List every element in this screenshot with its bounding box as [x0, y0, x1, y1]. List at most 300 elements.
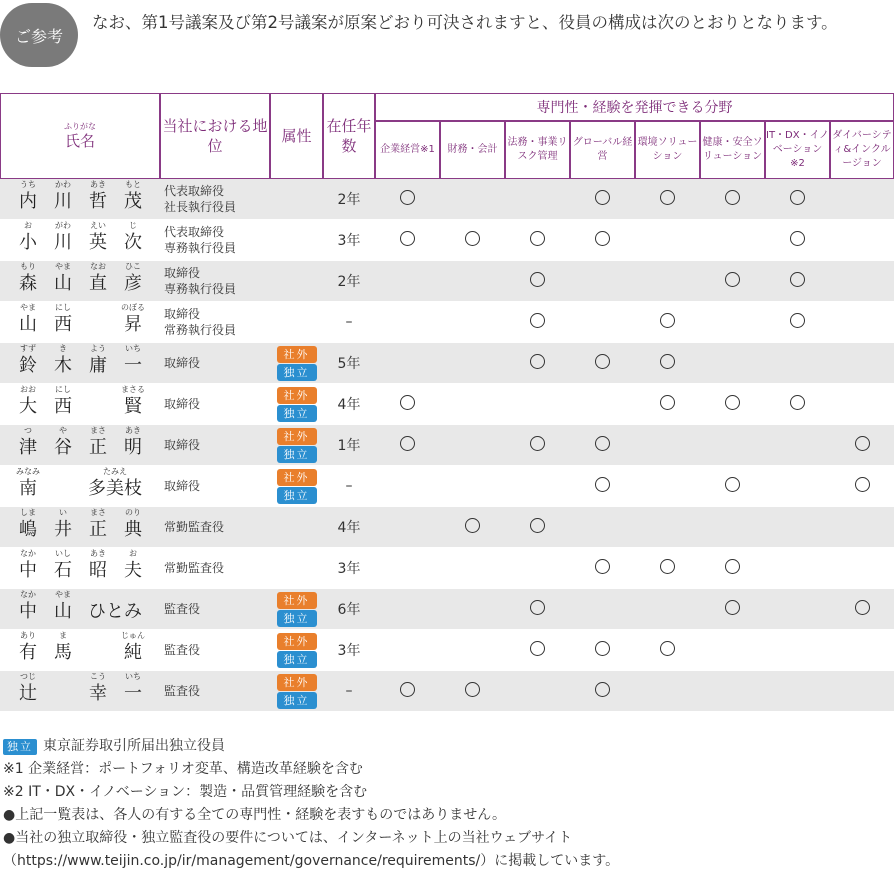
table-row [0, 384, 894, 425]
expertise-cell [505, 507, 570, 548]
officer-position: 取締役 [160, 384, 270, 425]
name-kanji: 純 [124, 642, 142, 663]
name-kanji: 中 [19, 601, 37, 622]
name-char [10, 179, 46, 213]
officer-position: 取締役 [160, 425, 270, 466]
circle-mark-icon [530, 518, 545, 533]
name-char [80, 507, 116, 541]
expertise-cell [375, 548, 440, 589]
expertise-cell [830, 343, 894, 384]
name-kanji: 大 [19, 396, 37, 417]
intro-text: なお、第1号議案及び第2号議案が原案どおり可決されますと、役員の構成は次のとおりとなります。 [92, 13, 838, 32]
name-kanji: 山 [54, 601, 72, 622]
expertise-cell [700, 343, 765, 384]
expertise-cell [830, 671, 894, 712]
tenure-years: 2年 [323, 179, 375, 220]
expertise-cell [440, 507, 505, 548]
officer-position: 取締役 [160, 466, 270, 507]
expertise-cell [830, 261, 894, 302]
name-char [80, 343, 116, 377]
name-kanji: 津 [19, 437, 37, 458]
circle-mark-icon [660, 559, 675, 574]
expertise-cell [440, 425, 505, 466]
name-ruby: やま [20, 303, 36, 312]
name-ruby: もと [125, 180, 141, 189]
expertise-cell [830, 507, 894, 548]
officer-name [0, 220, 160, 261]
circle-mark-icon [790, 272, 805, 287]
expertise-cell [570, 261, 635, 302]
expertise-cell [635, 671, 700, 712]
expertise-cell [505, 179, 570, 220]
officer-name [0, 548, 160, 589]
name-kanji: 次 [124, 232, 142, 253]
expertise-cell [570, 343, 635, 384]
name-char [115, 179, 151, 213]
expertise-cell [440, 261, 505, 302]
expertise-cell [505, 261, 570, 302]
officer-position: 監査役 [160, 589, 270, 630]
tenure-years: 4年 [323, 507, 375, 548]
circle-mark-icon [725, 395, 740, 410]
name-ruby: にし [55, 385, 71, 394]
expertise-cell [700, 548, 765, 589]
name-ruby: じゅん [121, 631, 145, 640]
name-ruby: まさ [90, 426, 106, 435]
name-char [115, 384, 151, 418]
expertise-cell [440, 220, 505, 261]
independent-tag: 独立 [277, 487, 317, 504]
officer-attribute [270, 261, 323, 302]
name-kanji: 昇 [124, 314, 142, 335]
expertise-cell [375, 261, 440, 302]
note-1: ※1 企業経営：ポートフォリオ変革、構造改革経験を含む [3, 761, 363, 777]
officer-name [0, 261, 160, 302]
name-char [115, 548, 151, 582]
name-char [10, 302, 46, 336]
officer-position: 取締役 専務執行役員 [160, 261, 270, 302]
expertise-cell [765, 343, 830, 384]
name-char [115, 671, 151, 705]
table-row [0, 220, 894, 261]
name-kanji: 谷 [54, 437, 72, 458]
name-ruby: ひこ [125, 262, 141, 271]
tenure-years: 3年 [323, 630, 375, 671]
header-field: 健康・安全ソリューション [700, 121, 765, 179]
name-char [10, 261, 46, 295]
expertise-cell [570, 425, 635, 466]
expertise-cell [375, 179, 440, 220]
officer-attribute [270, 671, 323, 712]
name-kanji: 夫 [124, 560, 142, 581]
outside-tag: 社外 [277, 592, 317, 609]
expertise-cell [765, 548, 830, 589]
circle-mark-icon [725, 477, 740, 492]
circle-mark-icon [400, 436, 415, 451]
name-ruby: いち [125, 344, 141, 353]
name-kanji: 多美枝 [88, 478, 142, 499]
expertise-cell [765, 302, 830, 343]
circle-mark-icon [465, 682, 480, 697]
expertise-cell [765, 589, 830, 630]
header-field: 財務・会計 [440, 121, 505, 179]
name-ruby: がわ [55, 221, 71, 230]
expertise-cell [375, 589, 440, 630]
outside-tag: 社外 [277, 346, 317, 363]
name-char [10, 589, 46, 623]
name-char [10, 507, 46, 541]
name-char [45, 302, 81, 336]
name-ruby: い [59, 508, 67, 517]
notes [3, 735, 893, 873]
expertise-cell [570, 466, 635, 507]
expertise-cell [635, 507, 700, 548]
name-ruby: あき [90, 180, 106, 189]
independent-tag: 独立 [277, 364, 317, 381]
name-char [45, 548, 81, 582]
name-ruby: あき [90, 549, 106, 558]
name-ruby: つじ [20, 672, 36, 681]
independent-tag: 独立 [277, 692, 317, 709]
name-kanji: 内 [19, 191, 37, 212]
circle-mark-icon [530, 231, 545, 246]
tenure-years: 1年 [323, 425, 375, 466]
expertise-cell [700, 425, 765, 466]
circle-mark-icon [530, 600, 545, 615]
circle-mark-icon [660, 395, 675, 410]
name-kanji: 典 [124, 519, 142, 540]
expertise-cell [505, 220, 570, 261]
name-kanji: 茂 [124, 191, 142, 212]
expertise-cell [505, 384, 570, 425]
circle-mark-icon [660, 190, 675, 205]
circle-mark-icon [595, 436, 610, 451]
officer-attribute [270, 548, 323, 589]
name-ruby: なか [20, 549, 36, 558]
name-ruby: や [59, 426, 67, 435]
name-char [45, 384, 81, 418]
name-char [45, 630, 81, 664]
name-ruby: なか [20, 590, 36, 599]
officer-name [0, 671, 160, 712]
name-kanji: 井 [54, 519, 72, 540]
circle-mark-icon [530, 272, 545, 287]
name-char [80, 425, 116, 459]
officer-attribute [270, 179, 323, 220]
table-row [0, 343, 894, 384]
expertise-cell [570, 507, 635, 548]
expertise-cell [635, 384, 700, 425]
expertise-cell [375, 425, 440, 466]
outside-tag: 社外 [277, 387, 317, 404]
officer-name [0, 384, 160, 425]
name-kanji: 西 [54, 314, 72, 335]
name-kanji: 中 [19, 560, 37, 581]
expertise-cell [765, 220, 830, 261]
name-char [115, 302, 151, 336]
table-row [0, 507, 894, 548]
expertise-cell [830, 179, 894, 220]
expertise-cell [375, 630, 440, 671]
name-ruby: うち [20, 180, 36, 189]
officer-name [0, 466, 160, 507]
expertise-cell [505, 630, 570, 671]
expertise-cell [830, 220, 894, 261]
tenure-years: – [323, 466, 375, 507]
officer-name [0, 179, 160, 220]
circle-mark-icon [855, 600, 870, 615]
header-field: 法務・事業リスク管理 [505, 121, 570, 179]
table-row [0, 261, 894, 302]
legend: 独立 東京証券取引所届出独立役員 [3, 735, 893, 758]
expertise-cell [765, 261, 830, 302]
name-ruby: お [24, 221, 32, 230]
expertise-cell [375, 384, 440, 425]
circle-mark-icon [595, 682, 610, 697]
name-char [80, 220, 116, 254]
name-ruby: のぼる [121, 303, 145, 312]
officer-position: 常勤監査役 [160, 548, 270, 589]
officer-name [0, 302, 160, 343]
name-kanji: 一 [124, 355, 142, 376]
name-ruby: お [129, 549, 137, 558]
officer-attribute [270, 466, 323, 507]
expertise-cell [440, 466, 505, 507]
expertise-cell [635, 179, 700, 220]
expertise-cell [570, 630, 635, 671]
name-char [10, 220, 46, 254]
circle-mark-icon [660, 641, 675, 656]
name-kanji: 英 [89, 232, 107, 253]
name-kanji: 幸 [89, 683, 107, 704]
expertise-cell [570, 548, 635, 589]
name-char [10, 343, 46, 377]
tenure-years: 6年 [323, 589, 375, 630]
header-field: 企業経営※1 [375, 121, 440, 179]
header-attribute: 属性 [270, 93, 323, 179]
officer-attribute [270, 630, 323, 671]
expertise-cell [375, 220, 440, 261]
header-fields-title: 専門性・経験を発揮できる分野 [375, 93, 894, 121]
circle-mark-icon [530, 313, 545, 328]
expertise-cell [635, 220, 700, 261]
header-years: 在任年数 [323, 93, 375, 179]
expertise-cell [700, 261, 765, 302]
name-kanji: 川 [54, 191, 72, 212]
tenure-years: 3年 [323, 220, 375, 261]
circle-mark-icon [465, 231, 480, 246]
expertise-cell [505, 343, 570, 384]
name-kanji: 川 [54, 232, 72, 253]
officer-name [0, 507, 160, 548]
header-field: IT・DX・イノベーション※2 [765, 121, 830, 179]
expertise-cell [700, 507, 765, 548]
name-char [80, 589, 150, 623]
circle-mark-icon [530, 354, 545, 369]
name-kanji: 小 [19, 232, 37, 253]
expertise-cell [635, 261, 700, 302]
name-kanji: 嶋 [19, 519, 37, 540]
name-char [45, 589, 81, 623]
name-char [45, 507, 81, 541]
name-ruby: すず [19, 344, 37, 353]
name-kanji: 木 [54, 355, 72, 376]
name-char [115, 343, 151, 377]
name-kanji: 賢 [124, 396, 142, 417]
expertise-cell [700, 466, 765, 507]
expertise-cell [635, 302, 700, 343]
officer-position: 監査役 [160, 630, 270, 671]
tenure-years: 4年 [323, 384, 375, 425]
name-ruby: あき [125, 426, 141, 435]
circle-mark-icon [725, 559, 740, 574]
officer-attribute [270, 425, 323, 466]
circle-mark-icon [855, 477, 870, 492]
name-ruby: つ [24, 426, 32, 435]
name-kanji: 一 [124, 683, 142, 704]
name-ruby: き [59, 344, 67, 353]
name-kanji: 馬 [54, 642, 72, 663]
name-ruby: やま [55, 590, 71, 599]
name-ruby [80, 589, 150, 601]
circle-mark-icon [725, 600, 740, 615]
officer-attribute [270, 507, 323, 548]
circle-mark-icon [530, 436, 545, 451]
table-row [0, 671, 894, 712]
expertise-cell [765, 630, 830, 671]
expertise-cell [700, 179, 765, 220]
name-char [10, 630, 46, 664]
expertise-cell [830, 466, 894, 507]
outside-tag: 社外 [277, 633, 317, 650]
expertise-cell [375, 343, 440, 384]
table-row [0, 548, 894, 589]
name-ruby: かわ [55, 180, 71, 189]
tenure-years: – [323, 302, 375, 343]
circle-mark-icon [400, 395, 415, 410]
expertise-cell [375, 671, 440, 712]
expertise-cell [700, 302, 765, 343]
expertise-cell [635, 630, 700, 671]
header-field: グローバル経営 [570, 121, 635, 179]
name-char [80, 466, 150, 500]
name-kanji: 山 [54, 273, 72, 294]
name-char [10, 671, 46, 705]
name-kanji: 南 [19, 478, 37, 499]
expertise-cell [440, 630, 505, 671]
expertise-cell [830, 630, 894, 671]
independent-tag: 独立 [277, 651, 317, 668]
expertise-cell [505, 302, 570, 343]
name-kanji: 哲 [89, 191, 107, 212]
expertise-cell [635, 548, 700, 589]
name-char [10, 384, 46, 418]
name-char [10, 548, 46, 582]
circle-mark-icon [790, 190, 805, 205]
officer-position: 取締役 [160, 343, 270, 384]
expertise-cell [375, 507, 440, 548]
name-ruby: しま [20, 508, 36, 517]
expertise-cell [830, 302, 894, 343]
circle-mark-icon [855, 436, 870, 451]
name-char [45, 179, 81, 213]
expertise-cell [440, 548, 505, 589]
expertise-cell [635, 425, 700, 466]
expertise-cell [375, 466, 440, 507]
name-ruby: まさる [121, 385, 145, 394]
tenure-years: 5年 [323, 343, 375, 384]
name-char [10, 466, 46, 500]
expertise-cell [505, 425, 570, 466]
outside-tag: 社外 [277, 469, 317, 486]
expertise-cell [440, 671, 505, 712]
name-kanji: 有 [19, 642, 37, 663]
circle-mark-icon [530, 641, 545, 656]
name-char [45, 261, 81, 295]
expertise-cell [440, 589, 505, 630]
circle-mark-icon [660, 354, 675, 369]
header-name: ふりがな 氏名 [0, 93, 160, 179]
circle-mark-icon [595, 477, 610, 492]
expertise-cell [440, 302, 505, 343]
expertise-cell [570, 671, 635, 712]
independent-tag: 独立 [277, 610, 317, 627]
name-char [45, 425, 81, 459]
circle-mark-icon [790, 231, 805, 246]
expertise-cell [570, 302, 635, 343]
expertise-cell [635, 466, 700, 507]
expertise-cell [505, 466, 570, 507]
name-kanji: 鈴 [19, 355, 37, 376]
officer-name [0, 425, 160, 466]
name-ruby: えい [90, 221, 106, 230]
name-kanji: 山 [19, 314, 37, 335]
name-kanji: 昭 [89, 560, 107, 581]
name-char [115, 261, 151, 295]
expertise-cell [700, 384, 765, 425]
name-char [80, 179, 116, 213]
name-ruby: じ [129, 221, 137, 230]
name-kanji: 明 [124, 437, 142, 458]
name-char [80, 671, 116, 705]
expertise-cell [440, 384, 505, 425]
officer-position: 常勤監査役 [160, 507, 270, 548]
name-char [10, 425, 46, 459]
expertise-cell [505, 589, 570, 630]
circle-mark-icon [595, 559, 610, 574]
expertise-cell [830, 384, 894, 425]
officer-position: 代表取締役 社長執行役員 [160, 179, 270, 220]
expertise-cell [440, 343, 505, 384]
note-3: ●上記一覧表は、各人の有する全ての専門性・経験を表すものではありません。 [3, 807, 507, 823]
name-ruby: やま [55, 262, 71, 271]
name-ruby: いち [125, 672, 141, 681]
expertise-cell [765, 671, 830, 712]
name-char [115, 630, 151, 664]
expertise-cell [570, 589, 635, 630]
officer-position: 取締役 常務執行役員 [160, 302, 270, 343]
name-char [115, 507, 151, 541]
name-kanji: 彦 [124, 273, 142, 294]
name-ruby: よう [90, 344, 106, 353]
name-kanji: 森 [19, 273, 37, 294]
expertise-cell [570, 179, 635, 220]
circle-mark-icon [595, 231, 610, 246]
note-2: ※2 IT・DX・イノベーション：製造・品質管理経験を含む [3, 784, 368, 800]
independent-legend-tag: 独立 [3, 739, 37, 755]
expertise-cell [700, 589, 765, 630]
expertise-cell [440, 179, 505, 220]
